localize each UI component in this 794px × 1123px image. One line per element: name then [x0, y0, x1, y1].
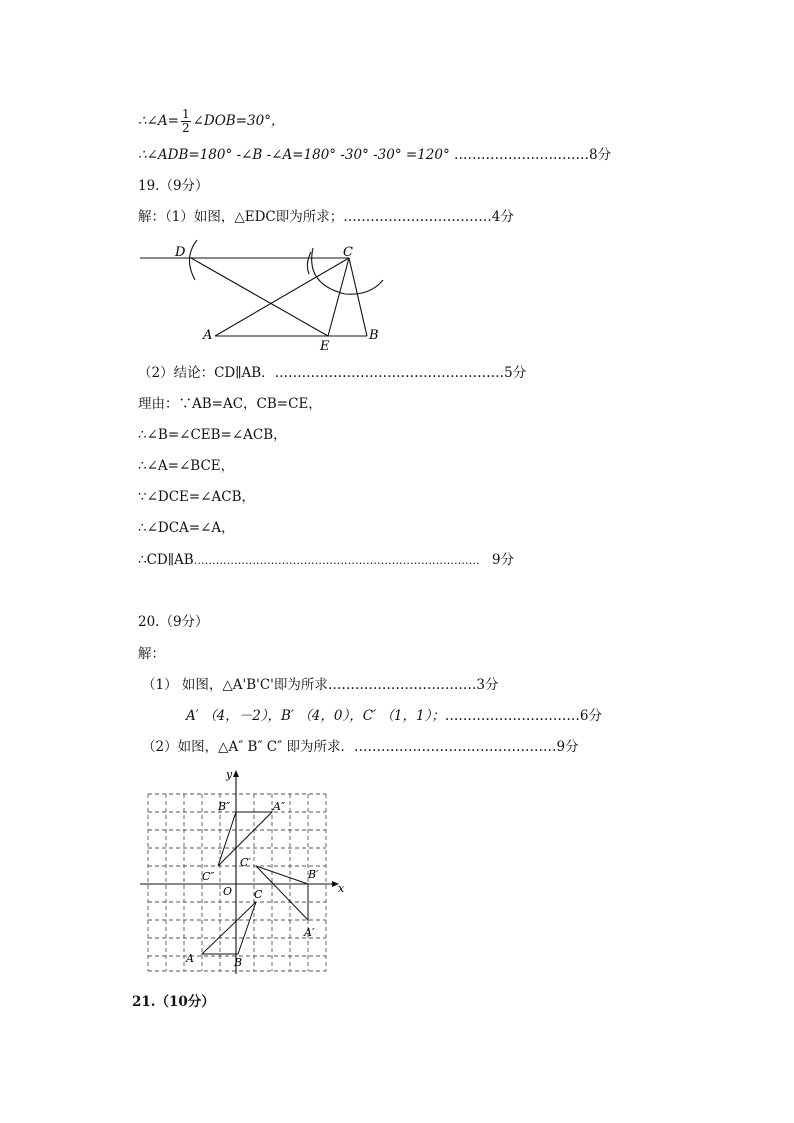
y-axis-label: y — [226, 768, 233, 781]
line2-dots: ………………………… — [454, 147, 590, 163]
line-ce — [328, 258, 349, 336]
arc-c-small — [307, 252, 311, 274]
label-a-double-prime: A″ — [273, 800, 286, 813]
q19-final-dots: …………………………………………………………………… — [193, 554, 480, 567]
line-angle-adb — [138, 146, 611, 164]
origin-label: O — [223, 885, 233, 898]
label-b: B — [369, 328, 379, 343]
label-a-prime: A′ — [304, 926, 315, 939]
q20-part2-text: （2）如图，△A″ B″ C″ 即为所求． — [142, 739, 354, 755]
fraction — [181, 108, 191, 135]
reason-line: ∵∠DCE=∠ACB， — [138, 489, 256, 505]
q20-coords-score: 6分 — [579, 708, 602, 724]
q19-figure — [135, 234, 395, 354]
reason-line: ∴∠B=∠CEB=∠ACB， — [138, 427, 287, 443]
line2-score: 8分 — [589, 147, 612, 163]
label-d: D — [175, 245, 186, 260]
reason-line: 理由：∵AB=AC，CB=CE， — [138, 396, 322, 412]
label-a: A — [186, 952, 194, 965]
label-c: C — [254, 888, 263, 901]
q19-final-text: ∴CD∥AB — [138, 552, 194, 568]
line1-suffix: ∠DOB=30°， — [192, 113, 285, 129]
q19-part1-dots: …………………………… — [343, 209, 492, 225]
q20-coords-dots: ………………………… — [444, 708, 580, 724]
reason-line: ∴∠A=∠BCE， — [138, 458, 235, 474]
q20-coords — [186, 707, 602, 725]
reason-line: ∴∠DCA=∠A， — [138, 520, 235, 536]
line1-prefix: ∴∠A= — [138, 113, 179, 129]
q19-part2-dots: …………………………………………… — [274, 365, 505, 381]
label-c-double-prime: C″ — [202, 870, 215, 883]
label-b-double-prime: B″ — [218, 800, 231, 813]
label-c: C — [343, 245, 353, 260]
q21-title: 21.（10分） — [132, 994, 215, 1010]
q20-part1-score: 3分 — [476, 677, 499, 693]
q19-final — [138, 551, 514, 570]
fraction-numerator: 1 — [181, 107, 190, 121]
line-ac — [215, 258, 349, 336]
y-axis-arrow — [233, 770, 239, 777]
q19-title: 19.（9分） — [138, 178, 209, 194]
q20-part2 — [142, 738, 579, 756]
q19-part2 — [138, 364, 526, 382]
triangle-a1b1c1 — [256, 866, 308, 920]
q20-part1-text: （1） 如图，△A'B'C'即为所求 — [142, 677, 328, 693]
line-cb — [349, 258, 367, 336]
q19-part1 — [138, 208, 514, 226]
q19-final-score: 9分 — [491, 552, 515, 568]
arc-d — [189, 240, 197, 280]
triangle-abc — [202, 902, 256, 954]
q20-coords-text: A′ （4，－2），B′ （4，0），C′ （1，1）； — [186, 708, 445, 724]
q19-part2-score: 5分 — [504, 365, 527, 381]
q19-part1-text: 解：（1）如图，△EDC即为所求； — [138, 209, 344, 225]
label-c-prime: C′ — [240, 856, 251, 869]
coordinate-grid-figure — [136, 764, 356, 976]
label-b-prime: B′ — [308, 868, 319, 881]
q19-part1-score: 4分 — [491, 209, 514, 225]
line2-text: ∴∠ADB=180° -∠B -∠A=180° -30° -30° =120° — [138, 147, 450, 163]
x-axis-label: x — [338, 882, 345, 895]
label-e: E — [320, 339, 330, 354]
q20-part1-dots: …………………………… — [327, 677, 477, 693]
fraction-denominator: 2 — [181, 121, 190, 135]
q20-part2-score: 9分 — [556, 739, 579, 755]
grid-lines — [148, 794, 326, 971]
label-a: A — [203, 328, 213, 343]
q20-part1 — [142, 676, 499, 694]
q20-title: 20.（9分） — [138, 614, 209, 630]
line-angle-a — [138, 108, 284, 135]
q20-intro: 解： — [138, 646, 165, 662]
q20-part2-dots: ……………………………………… — [353, 739, 557, 755]
label-b: B — [234, 956, 243, 969]
q19-part2-text: （2）结论：CD∥AB． — [138, 365, 275, 381]
